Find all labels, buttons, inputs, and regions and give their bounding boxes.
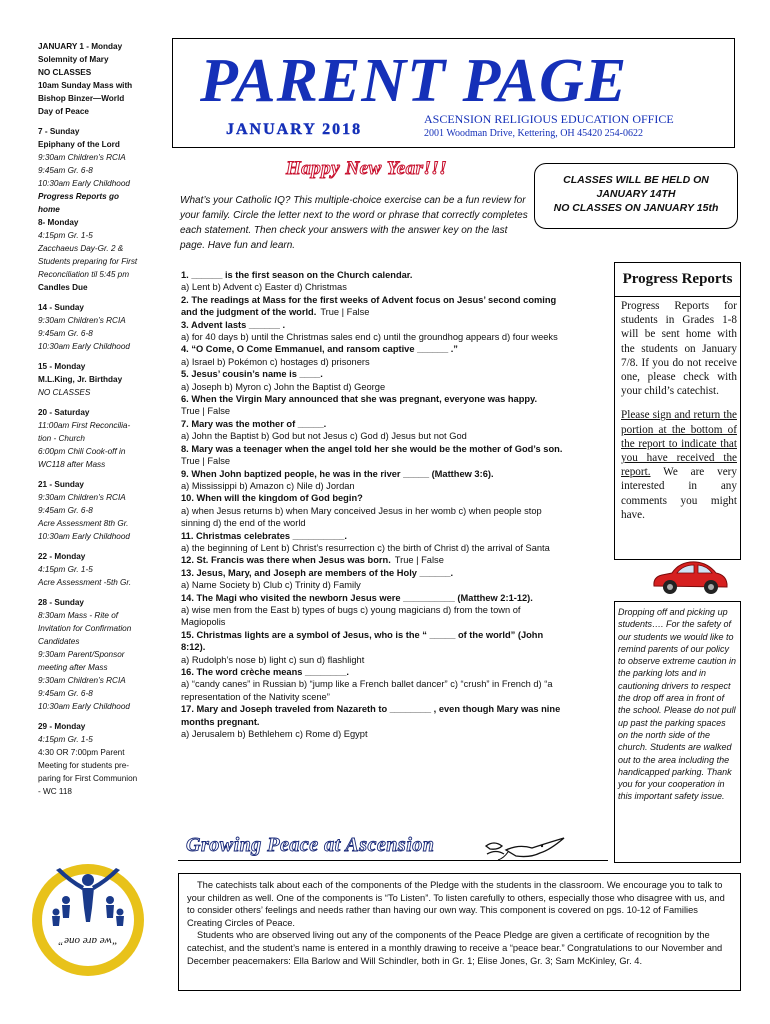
calendar-entry bbox=[38, 360, 150, 399]
quiz-question: 12. St. Francis was there when Jesus was born. bbox=[181, 555, 391, 566]
quiz-question: 8. Mary was a teenager when the angel told her she would be the mother of God’s son. bbox=[181, 443, 563, 454]
calendar-line: home bbox=[38, 205, 60, 214]
calendar-entry bbox=[38, 40, 150, 118]
calendar-line: 21 - Sunday bbox=[38, 480, 84, 489]
quiz-answer-options: True | False bbox=[320, 307, 370, 318]
calendar-line: 11:00am First Reconcilia- bbox=[38, 421, 131, 430]
happy-new-year-heading: Happy New Year!!! bbox=[286, 158, 448, 179]
calendar-line: 8- Monday bbox=[38, 218, 79, 227]
calendar-line: 4:30 OR 7:00pm Parent bbox=[38, 748, 125, 757]
calendar-entry bbox=[38, 478, 150, 543]
office-address: 2001 Woodman Drive, Kettering, OH 45420 254-0622 bbox=[424, 128, 643, 139]
quiz-answer-options: a) when Jesus returns b) when Mary conceived Jesus in her womb c) when people stop sinning d) the end of the world bbox=[181, 505, 542, 529]
quiz-question: 17. Mary and Joseph traveled from Nazareth to ________ , even though Mary was nine months pregnant. bbox=[181, 704, 561, 727]
calendar-line: Meeting for students pre- bbox=[38, 761, 130, 770]
calendar-line: 22 - Monday bbox=[38, 552, 86, 561]
quiz-answer-options: a) Mississippi b) Amazon c) Nile d) Jordan bbox=[181, 480, 355, 491]
calendar-line: Epiphany of the Lord bbox=[38, 140, 120, 149]
quiz-question: 11. Christmas celebrates __________. bbox=[181, 530, 347, 541]
quiz-answer-options: True | False bbox=[181, 456, 231, 467]
progress-reports-heading: Progress Reports bbox=[622, 271, 733, 287]
calendar-line: Day of Peace bbox=[38, 107, 89, 116]
quiz-answer-options: a) Jerusalem b) Bethlehem c) Rome d) Egypt bbox=[181, 729, 368, 740]
calendar-line: 9:30am Children’s RCIA bbox=[38, 153, 126, 162]
calendar-line: 9:30am Children’s RCIA bbox=[38, 493, 126, 502]
calendar-line: 9:45am Gr. 6-8 bbox=[38, 506, 93, 515]
safety-notice-text: Dropping off and picking up students…. For the safety of our students we would like to remind parents of our policy to observe extreme caution in the parking lots and in cautioning drivers to respect the drop off area in front of the school. Please do not pull up past the parking spaces on the north side of the church. Students are walked out to the area including the handicapped parking. Thank you for your cooperation in this important safety issue. bbox=[618, 607, 737, 802]
calendar-line: 28 - Sunday bbox=[38, 598, 84, 607]
class-notice bbox=[534, 163, 738, 229]
calendar-line: Acre Assessment -5th Gr. bbox=[38, 578, 132, 587]
logo-text: “we are one” bbox=[57, 935, 119, 947]
sign-return-instruction: Please sign and return the portion at the bottom of the report to indicate that you have received the report. bbox=[621, 409, 737, 479]
calendar-line: 9:45am Gr. 6-8 bbox=[38, 329, 93, 338]
calendar-line: Reconciliation til 5:45 pm bbox=[38, 270, 130, 279]
calendar-line: Students preparing for First bbox=[38, 257, 138, 266]
progress-paragraph: Progress Reports for students in Grades 1-8 will be sent home with the students on January 7/8. If you do not receive one, please check with your child’s catechist. bbox=[621, 300, 737, 398]
quiz-answer-options: a) Israel b) Pokémon c) hostages d) prisoners bbox=[181, 356, 370, 367]
quiz-question: 1. ______ is the first season on the Church calendar. bbox=[181, 270, 413, 280]
quiz-answer-options: a) Rudolph’s nose b) light c) sun d) flashlight bbox=[181, 654, 365, 665]
quiz-answer-options: True | False bbox=[181, 406, 231, 417]
quiz-question: 2. The readings at Mass for the first weeks of Advent focus on Jesus’ second coming and the judgment of the world. bbox=[181, 294, 557, 318]
calendar-line: 10am Sunday Mass with bbox=[38, 81, 133, 90]
quiz-answer-options: a) Joseph b) Myron c) John the Baptist d) George bbox=[181, 381, 386, 392]
calendar-entry bbox=[38, 596, 150, 713]
calendar-line: 9:45am Gr. 6-8 bbox=[38, 166, 93, 175]
calendar-entry bbox=[38, 125, 150, 294]
quiz-answer-options: True | False bbox=[394, 555, 444, 566]
calendar-line: 29 - Monday bbox=[38, 722, 86, 731]
growing-peace-text bbox=[187, 879, 735, 967]
calendar-line: - WC 118 bbox=[38, 787, 72, 796]
comments-note: We are very interested in any comments you might have. bbox=[621, 466, 737, 521]
quiz-answer-options: a) John the Baptist b) God but not Jesus c) God d) Jesus but not God bbox=[181, 431, 467, 442]
quiz-question: 10. When will the kingdom of God begin? bbox=[181, 493, 363, 504]
office-name: ASCENSION RELIGIOUS EDUCATION OFFICE bbox=[424, 112, 674, 126]
calendar-line: 4:15pm Gr. 1-5 bbox=[38, 565, 93, 574]
calendar-line: 8:30am Mass - Rite of bbox=[38, 611, 119, 620]
calendar-line: Candles Due bbox=[38, 283, 88, 292]
calendar-line: meeting after Mass bbox=[38, 663, 108, 672]
calendar-line: NO CLASSES bbox=[38, 388, 91, 397]
divider bbox=[614, 296, 741, 297]
quiz-answer-options: a) “candy canes” in Russian b) “jump like a French ballet dancer” c) “crush” in French d) “a representation of the Nativity scene” bbox=[181, 679, 553, 702]
calendar-line: paring for First Communion bbox=[38, 774, 138, 783]
calendar-line: 4:15pm Gr. 1-5 bbox=[38, 231, 93, 240]
calendar-line: 6:00pm Chili Cook-off in bbox=[38, 447, 126, 456]
quiz-question: 13. Jesus, Mary, and Joseph are members of the Holy ______. bbox=[181, 567, 454, 578]
calendar-entry bbox=[38, 406, 150, 471]
peace-paragraph: The catechists talk about each of the components of the Pledge with the students in the classroom. We encourage you to talk to your children as well. One of the components is “To Listen”. To listen carefully to others, especially those who disagree with us, and to consider others’ feelings and needs rather than having our own way. This component is covered on pgs. 10-12 of Families Creating Circles of Peace. bbox=[187, 880, 725, 928]
quiz-question: 15. Christmas lights are a symbol of Jesus, who is the “ _____ of the world” (John 8:12). bbox=[181, 629, 544, 653]
calendar-line: 14 - Sunday bbox=[38, 303, 84, 312]
calendar-line: Acre Assessment 8th Gr. bbox=[38, 519, 129, 528]
progress-reports-body bbox=[621, 299, 737, 532]
notice-line: CLASSES WILL BE HELD ON bbox=[563, 174, 709, 186]
growing-peace-heading: Growing Peace at Ascension bbox=[186, 834, 435, 856]
quiz-question: 4. “O Come, O Come Emmanuel, and ransom captive ______ .” bbox=[181, 344, 458, 355]
quiz-question: 14. The Magi who visited the newborn Jesus were __________ (Matthew 2:1-12). bbox=[181, 592, 533, 603]
calendar-line: 7 - Sunday bbox=[38, 127, 80, 136]
quiz-answer-options: a) the beginning of Lent b) Christ’s resurrection c) the birth of Christ d) the arrival of Santa bbox=[181, 542, 550, 553]
calendar-line: 9:30am Parent/Sponsor bbox=[38, 650, 125, 659]
calendar-line: 10:30am Early Childhood bbox=[38, 532, 130, 541]
calendar-line: Solemnity of Mary bbox=[38, 55, 109, 64]
calendar-line: JANUARY 1 - Monday bbox=[38, 42, 123, 51]
calendar-line: M.L.King, Jr. Birthday bbox=[38, 375, 123, 384]
calendar-line: Progress Reports go bbox=[38, 192, 119, 201]
calendar-line: 15 - Monday bbox=[38, 362, 86, 371]
calendar-line: 10:30am Early Childhood bbox=[38, 702, 130, 711]
quiz-answer-options: a) wise men from the East b) types of bugs c) young magicians d) from the town of Magiopolis bbox=[181, 604, 521, 628]
calendar-line: tion - Church bbox=[38, 434, 85, 443]
notice-line: JANUARY 14TH bbox=[596, 188, 676, 200]
calendar-line: Zacchaeus Day-Gr. 2 & bbox=[38, 244, 124, 253]
red-car-icon bbox=[650, 556, 730, 598]
calendar-line: 10:30am Early Childhood bbox=[38, 342, 130, 351]
calendar-column bbox=[38, 40, 150, 805]
calendar-line: 9:30am Children’s RCIA bbox=[38, 676, 126, 685]
calendar-line: 20 - Saturday bbox=[38, 408, 90, 417]
quiz-question: 16. The word crèche means ________. bbox=[181, 667, 349, 677]
calendar-line: 9:45am Gr. 6-8 bbox=[38, 689, 93, 698]
notice-line: NO CLASSES ON JANUARY 15th bbox=[553, 202, 719, 214]
calendar-line: Candidates bbox=[38, 637, 80, 646]
peace-paragraph: Students who are observed living out any of the components of the Peace Pledge are given a certificate of recognition by the catechist, and the student’s name is entered in a monthly drawing to receive a “peace bear.” Congratulations to our November and December peacemakers: Ella Barlow and Will Schindler, both in Gr. 1; Elise Jones, Gr. 3; Sam McKinley, Gr. 4. bbox=[187, 930, 723, 966]
quiz-answer-options: a) Lent b) Advent c) Easter d) Christmas bbox=[181, 282, 347, 293]
calendar-line: Bishop Binzer—World bbox=[38, 94, 125, 103]
calendar-entry bbox=[38, 550, 150, 589]
calendar-line: Invitation for Confirmation bbox=[38, 624, 132, 633]
peace-dove-icon bbox=[484, 836, 566, 864]
page-title: PARENT PAGE bbox=[200, 47, 628, 115]
calendar-entry bbox=[38, 301, 150, 353]
month-label: JANUARY 2018 bbox=[226, 121, 363, 138]
calendar-line: 4:15pm Gr. 1-5 bbox=[38, 735, 93, 744]
calendar-line: WC118 after Mass bbox=[38, 460, 106, 469]
quiz-intro: What’s your Catholic IQ? This multiple-choice exercise can be a fun review for your family. Circle the letter next to the word or phrase that correctly completes each statement. Then check your answers with the answer key on the last page. Have fun and learn. bbox=[180, 195, 528, 251]
quiz-answer-options: a) Name Society b) Club c) Trinity d) Family bbox=[181, 580, 361, 591]
quiz-question: 3. Advent lasts ______ . bbox=[181, 319, 286, 330]
quiz-question: 6. When the Virgin Mary announced that she was pregnant, everyone was happy. bbox=[181, 394, 538, 405]
quiz-question: 9. When John baptized people, he was in the river _____ (Matthew 3:6). bbox=[181, 468, 494, 479]
calendar-line: 9:30am Children’s RCIA bbox=[38, 316, 126, 325]
quiz-question: 5. Jesus’ cousin’s name is ____. bbox=[181, 369, 323, 380]
calendar-line: NO CLASSES bbox=[38, 68, 92, 77]
quiz-answer-options: a) for 40 days b) until the Christmas sales end c) until the groundhog appears d) four weeks bbox=[181, 332, 558, 343]
progress-paragraph bbox=[621, 408, 737, 522]
quiz-question: 7. Mary was the mother of _____. bbox=[181, 418, 327, 429]
calendar-entry bbox=[38, 720, 150, 798]
calendar-line: 10:30am Early Childhood bbox=[38, 179, 130, 188]
catholic-iq-quiz bbox=[181, 269, 563, 740]
we-are-one-logo bbox=[30, 862, 146, 978]
